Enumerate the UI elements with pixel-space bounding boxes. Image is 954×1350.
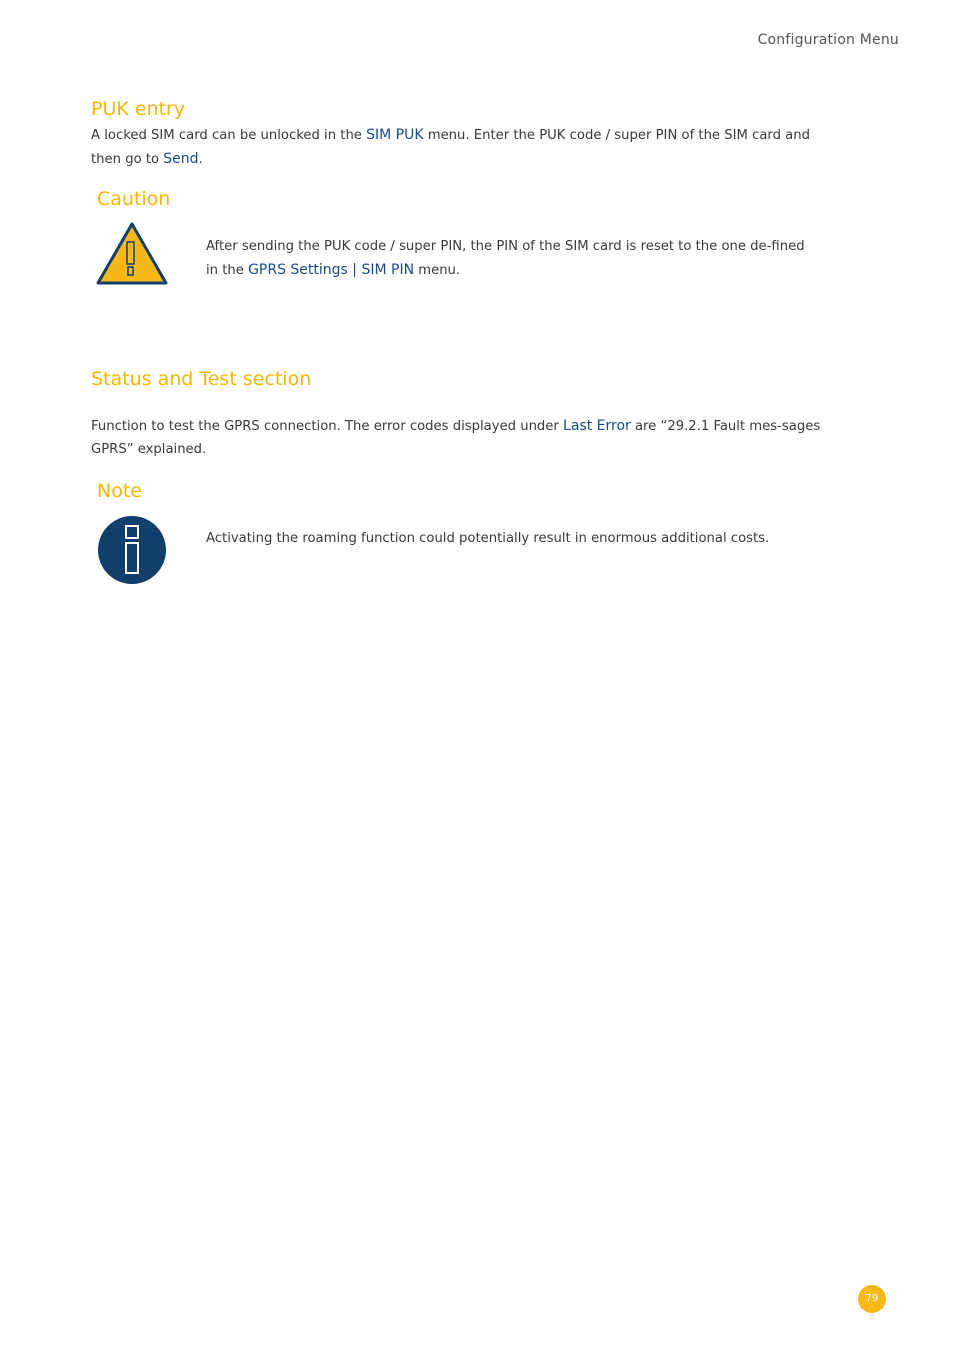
gprs-settings-sim-pin-link[interactable]: GPRS Settings | SIM PIN — [248, 261, 415, 278]
puk-text-2: menu. Enter the PUK code / super PIN of the SIM card and then go to — [91, 128, 810, 167]
note-text: Activating the roaming function could potentially result in enormous additional costs. — [206, 531, 770, 546]
send-link[interactable]: Send — [163, 150, 199, 167]
sim-puk-link[interactable]: SIM PUK — [366, 127, 424, 143]
info-circle-icon — [96, 514, 168, 590]
warning-triangle-icon — [96, 222, 168, 290]
page-number-badge: 79 — [858, 1285, 886, 1313]
caution-text-1: After sending the PUK code / super PIN, the PIN of the SIM card is reset to the one de-fined in the — [206, 239, 805, 278]
status-test-paragraph — [91, 415, 821, 461]
puk-entry-heading: PUK entry — [91, 98, 186, 120]
note-title: Note — [97, 480, 142, 502]
status-text-1: Function to test the GPRS connection. The error codes displayed under — [91, 419, 564, 434]
caution-text-2: menu. — [414, 262, 461, 278]
status-test-heading: Status and Test section — [91, 368, 312, 390]
caution-text — [206, 236, 806, 282]
puk-text-3: . — [198, 151, 203, 167]
puk-entry-paragraph — [91, 124, 821, 171]
status-text-2: are “29.2.1 Fault mes-sages GPRS” explained. — [91, 419, 821, 457]
caution-title: Caution — [97, 188, 171, 210]
section-title: Configuration Menu — [757, 32, 899, 48]
puk-text-1: A locked SIM card can be unlocked in the — [91, 128, 367, 143]
last-error-link[interactable]: Last Error — [563, 418, 631, 434]
